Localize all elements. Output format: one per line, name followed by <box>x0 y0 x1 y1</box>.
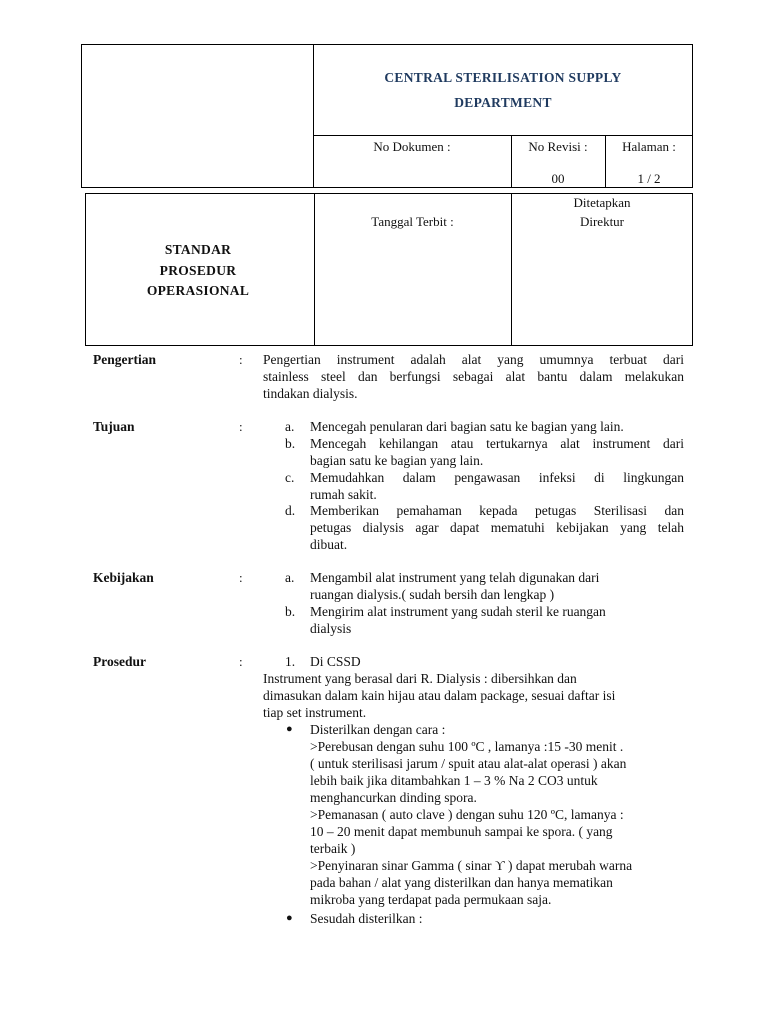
bullet-icon: ● <box>286 912 293 924</box>
sop-title-line3: OPERASIONAL <box>146 283 250 298</box>
document-title: CENTRAL STERILISATION SUPPLY <box>384 70 622 85</box>
director-label: Direktur <box>579 214 625 229</box>
doc-number-label: No Dokumen : <box>373 139 451 154</box>
prosedur-intro-line: dimasukan dalam kain hijau atau dalam package, sesuai daftar isi <box>263 688 616 703</box>
document-title-line2: DEPARTMENT <box>454 95 552 110</box>
header-divider <box>313 135 693 136</box>
sterilization-line: menghancurkan dinding spora. <box>310 790 477 805</box>
header-divider <box>313 44 314 188</box>
list-marker: d. <box>285 503 296 518</box>
sterilization-line: pada bahan / alat yang disterilkan dan hanya mematikan <box>310 875 613 890</box>
sterilization-line: >Perebusan dengan suhu 100 ºC , lamanya :15 -30 menit . <box>310 739 624 754</box>
tujuan-item-line: bagian satu ke bagian yang lain. <box>310 453 484 468</box>
revision-value: 00 <box>551 171 565 186</box>
sop-title-line2: PROSEDUR <box>159 263 237 278</box>
tujuan-item-line: rumah sakit. <box>310 487 377 502</box>
sterilization-line: 10 – 20 menit dapat membunuh sampai ke spora. ( yang <box>310 824 613 839</box>
pengertian-line: tindakan dialysis. <box>263 386 358 401</box>
tujuan-item-line: petugas dialysis agar dapat mematuhi kebijakan yang telah <box>310 520 684 535</box>
section-label-pengertian: Pengertian <box>93 352 156 367</box>
pengertian-line: Pengertian instrument adalah alat yang umumnya terbuat dari <box>263 352 684 367</box>
kebijakan-item-line: Mengirim alat instrument yang sudah steril ke ruangan <box>310 604 606 619</box>
step-title: Di CSSD <box>310 654 361 669</box>
section-label-prosedur: Prosedur <box>93 654 146 669</box>
colon: : <box>239 419 243 434</box>
logo-area <box>82 45 312 187</box>
list-marker: b. <box>285 436 296 451</box>
sterilization-line: ( untuk sterilisasi jarum / spuit atau alat-alat operasi ) akan <box>310 756 627 771</box>
kebijakan-item-line: ruangan dialysis.( sudah bersih dan lengkap ) <box>310 587 555 602</box>
kebijakan-item-line: Mengambil alat instrument yang telah digunakan dari <box>310 570 600 585</box>
tujuan-item-line: Memudahkan dalam pengawasan infeksi di lingkungan <box>310 470 684 485</box>
list-marker: a. <box>285 419 295 434</box>
section-label-tujuan: Tujuan <box>93 419 135 434</box>
list-marker: b. <box>285 604 296 619</box>
tujuan-item-line: dibuat. <box>310 537 348 552</box>
list-marker: c. <box>285 470 295 485</box>
sterilization-line: >Penyinaran sinar Gamma ( sinar ϒ ) dapat merubah warna <box>310 858 633 873</box>
pengertian-line: stainless steel dan berfungsi sebagai alat bantu dalam melakukan <box>263 369 684 384</box>
bullet-title: Disterilkan dengan cara : <box>310 722 446 737</box>
bullet-icon: ● <box>286 723 293 735</box>
colon: : <box>239 654 243 669</box>
tujuan-item-line: Memberikan pemahaman kepada petugas Sterilisasi dan <box>310 503 684 518</box>
sterilization-line: mikroba yang terdapat pada permukaan saja. <box>310 892 552 907</box>
step-marker: 1. <box>285 654 296 669</box>
list-marker: a. <box>285 570 295 585</box>
sterilization-line: lebih baik jika ditambahkan 1 – 3 % Na 2 CO3 untuk <box>310 773 598 788</box>
section-label-kebijakan: Kebijakan <box>93 570 154 585</box>
page-label: Halaman : <box>622 139 676 154</box>
bullet-title: Sesudah disterilkan : <box>310 911 423 926</box>
sop-title-line1: STANDAR <box>164 242 232 257</box>
approved-label: Ditetapkan <box>573 195 631 210</box>
colon: : <box>239 352 243 367</box>
page-value: 1 / 2 <box>637 171 661 186</box>
kebijakan-item-line: dialysis <box>310 621 352 636</box>
sterilization-line: >Pemanasan ( auto clave ) dengan suhu 120 ºC, lamanya : <box>310 807 624 822</box>
prosedur-intro-line: tiap set instrument. <box>263 705 367 720</box>
colon: : <box>239 570 243 585</box>
sterilization-line: terbaik ) <box>310 841 356 856</box>
prosedur-intro-line: Instrument yang berasal dari R. Dialysis : dibersihkan dan <box>263 671 577 686</box>
tujuan-item-line: Mencegah kehilangan atau tertukarnya alat instrument dari <box>310 436 684 451</box>
issue-date-label: Tanggal Terbit : <box>371 214 454 229</box>
revision-label: No Revisi : <box>528 139 588 154</box>
tujuan-item-line: Mencegah penularan dari bagian satu ke bagian yang lain. <box>310 419 624 434</box>
